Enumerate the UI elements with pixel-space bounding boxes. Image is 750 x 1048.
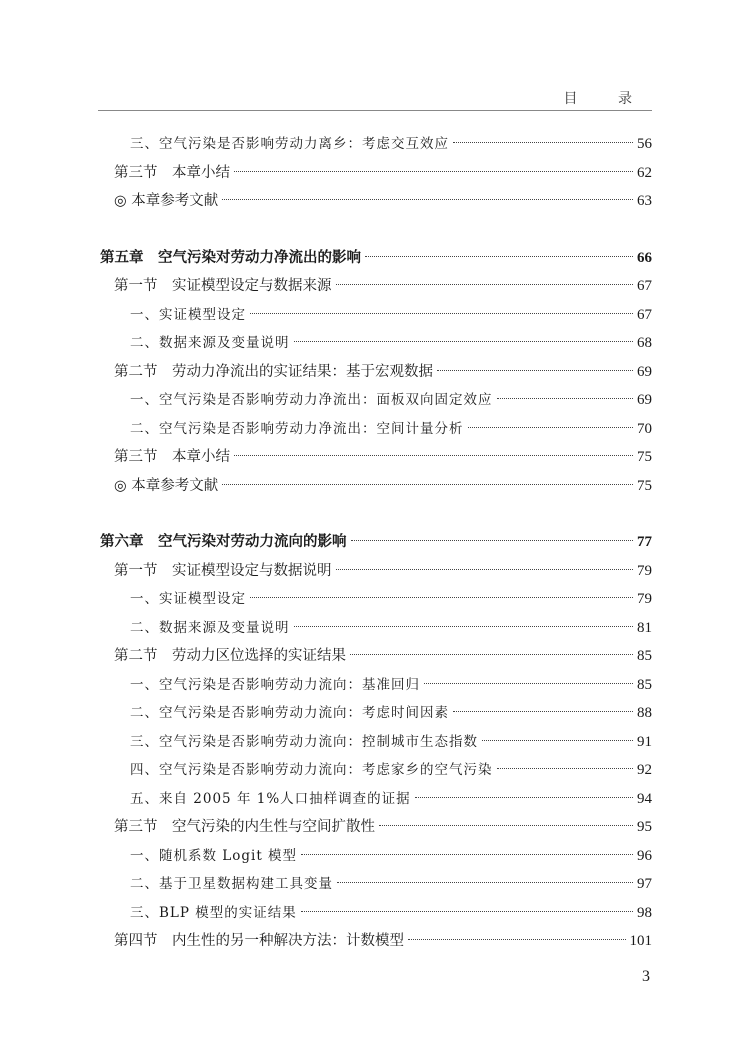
toc-section-entry: [100, 472, 652, 501]
toc-section-entry: [100, 272, 652, 301]
toc-entry-title: 第六章 空气污染对劳动力流向的影响: [100, 533, 347, 550]
toc-subsection-entry: [100, 585, 652, 614]
toc-entry-page: 96: [637, 847, 652, 864]
toc-subsection-entry: [100, 329, 652, 358]
toc-subsection-entry: [100, 386, 652, 415]
dot-leader: [234, 455, 633, 456]
toc-entry-title: 第四节 内生性的另一种解决方法：计数模型: [114, 933, 404, 949]
toc-entry-page: 97: [637, 876, 652, 892]
toc-entry-title: 五、来自 2005 年 1%人口抽样调查的证据: [130, 790, 411, 807]
dot-leader: [408, 939, 626, 940]
toc-entry-page: 79: [637, 591, 652, 607]
running-header-title: 目 录: [563, 91, 650, 107]
toc-entry-title: 一、实证模型设定: [130, 306, 246, 323]
dot-leader: [250, 313, 633, 314]
toc-entry-title: 四、空气污染是否影响劳动力流向：考虑家乡的空气污染: [130, 762, 493, 778]
dot-leader: [301, 854, 633, 855]
toc-subsection-entry: [100, 415, 652, 444]
toc-entry-page: 67: [637, 306, 652, 323]
toc-entry-title: 一、实证模型设定: [130, 591, 246, 607]
toc-entry-title: 二、数据来源及变量说明: [130, 619, 290, 636]
toc-entry-page: 75: [637, 477, 652, 494]
dot-leader: [336, 569, 634, 570]
dot-leader: [497, 768, 634, 769]
toc-entry-title: 第一节 实证模型设定与数据说明: [114, 562, 332, 579]
toc-entry-page: 75: [637, 449, 652, 465]
toc-section-entry: [100, 159, 652, 188]
toc-entry-page: 69: [637, 392, 652, 408]
toc-entry-title: 第五章 空气污染对劳动力净流出的影响: [100, 248, 361, 266]
toc-subsection-entry: [100, 899, 652, 928]
toc-entry-title: 三、空气污染是否影响劳动力流向：控制城市生态指数: [130, 733, 478, 750]
toc-subsection-entry: [100, 614, 652, 643]
toc-subsection-entry: [100, 728, 652, 757]
dot-leader: [337, 882, 633, 883]
section-gap: [100, 216, 652, 244]
toc-subsection-entry: [100, 699, 652, 728]
dot-leader: [415, 797, 633, 798]
dot-leader: [351, 540, 634, 541]
dot-leader: [365, 256, 633, 257]
toc-subsection-entry: [100, 785, 652, 814]
toc-entry-page: 62: [637, 164, 652, 181]
dot-leader: [250, 597, 633, 598]
toc-entry-title: ◎ 本章参考文献: [114, 477, 219, 494]
toc-entry-page: 56: [637, 136, 652, 152]
dot-leader: [222, 484, 633, 485]
toc-entry-page: 92: [637, 762, 652, 778]
toc-section-entry: [100, 557, 652, 586]
toc-entry-title: 第三节 空气污染的内生性与空间扩散性: [114, 819, 375, 835]
toc-section-entry: [100, 187, 652, 216]
dot-leader: [336, 284, 634, 285]
dot-leader: [468, 427, 634, 428]
toc-entry-page: 81: [637, 619, 652, 636]
dot-leader: [453, 711, 633, 712]
toc-subsection-entry: [100, 130, 652, 159]
toc-section-entry: [100, 927, 652, 956]
toc-entry-page: 95: [637, 819, 652, 835]
toc-entry-title: 第二节 劳动力净流出的实证结果：基于宏观数据: [114, 363, 433, 380]
toc-entry-title: 二、数据来源及变量说明: [130, 335, 290, 351]
toc-entry-page: 69: [637, 363, 652, 380]
toc-entry-page: 68: [637, 335, 652, 351]
dot-leader: [234, 171, 633, 172]
toc-section-entry: [100, 358, 652, 387]
header-rule: [98, 110, 652, 111]
dot-leader: [294, 341, 634, 342]
toc-entry-page: 101: [629, 933, 652, 949]
section-gap: [100, 500, 652, 528]
toc-chapter-entry: [100, 528, 652, 557]
toc-entry-title: 三、空气污染是否影响劳动力离乡：考虑交互效应: [130, 136, 449, 152]
dot-leader: [350, 654, 633, 655]
toc-subsection-entry: [100, 671, 652, 700]
toc-entry-page: 98: [637, 904, 652, 921]
toc-entry-title: 二、基于卫星数据构建工具变量: [130, 876, 333, 892]
toc-subsection-entry: [100, 301, 652, 330]
dot-leader: [222, 199, 633, 200]
dot-leader: [497, 398, 634, 399]
toc-entry-title: 三、BLP 模型的实证结果: [130, 904, 297, 921]
toc-entry-title: 二、空气污染是否影响劳动力流向：考虑时间因素: [130, 705, 449, 721]
toc-section-entry: [100, 642, 652, 671]
toc-entry-title: 一、空气污染是否影响劳动力净流出：面板双向固定效应: [130, 392, 493, 408]
toc-entry-page: 77: [637, 534, 652, 550]
toc-entry-page: 66: [637, 249, 652, 266]
table-of-contents: [100, 130, 652, 956]
toc-entry-title: 第三节 本章小结: [114, 449, 230, 465]
toc-subsection-entry: [100, 756, 652, 785]
dot-leader: [437, 370, 633, 371]
page-number: 3: [642, 968, 650, 985]
toc-entry-page: 85: [637, 676, 652, 693]
toc-chapter-entry: [100, 244, 652, 273]
toc-entry-page: 63: [637, 193, 652, 209]
toc-entry-title: ◎ 本章参考文献: [114, 193, 219, 209]
dot-leader: [294, 626, 634, 627]
toc-entry-title: 第二节 劳动力区位选择的实证结果: [114, 648, 346, 664]
toc-section-entry: [100, 813, 652, 842]
toc-entry-title: 一、空气污染是否影响劳动力流向：基准回归: [130, 676, 420, 693]
toc-entry-page: 94: [637, 790, 652, 807]
dot-leader: [482, 740, 633, 741]
toc-subsection-entry: [100, 870, 652, 899]
toc-subsection-entry: [100, 842, 652, 871]
toc-entry-page: 85: [637, 648, 652, 664]
dot-leader: [301, 911, 633, 912]
toc-entry-title: 第一节 实证模型设定与数据来源: [114, 278, 332, 294]
dot-leader: [379, 825, 633, 826]
toc-entry-page: 70: [637, 420, 652, 437]
toc-entry-page: 91: [637, 733, 652, 750]
toc-entry-title: 二、空气污染是否影响劳动力净流出：空间计量分析: [130, 420, 464, 437]
toc-entry-page: 67: [637, 278, 652, 294]
toc-entry-page: 79: [637, 562, 652, 579]
dot-leader: [453, 142, 633, 143]
toc-entry-page: 88: [637, 705, 652, 721]
toc-section-entry: [100, 443, 652, 472]
dot-leader: [424, 683, 633, 684]
toc-entry-title: 第三节 本章小结: [114, 164, 230, 181]
toc-entry-title: 一、随机系数 Logit 模型: [130, 847, 298, 864]
